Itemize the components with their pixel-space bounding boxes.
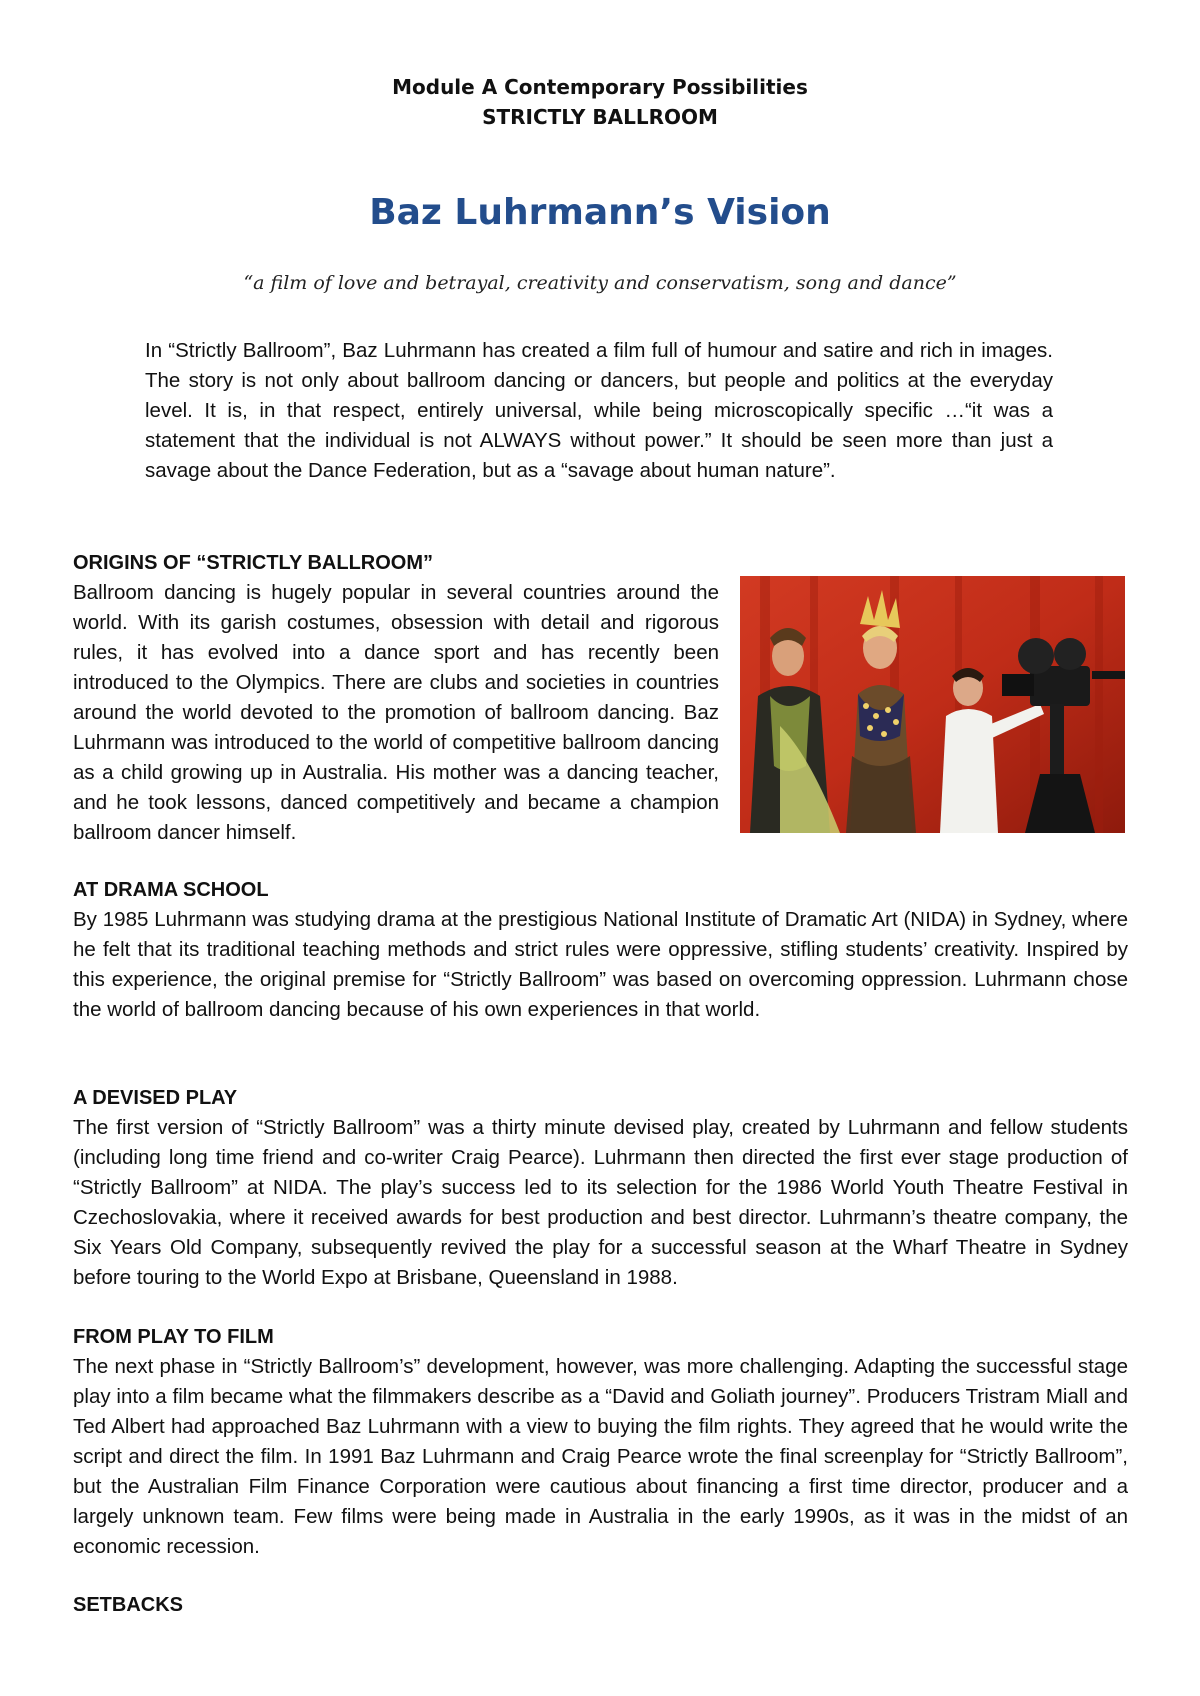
section-heading-play-to-film: FROM PLAY TO FILM [73, 1326, 274, 1348]
section-heading-origins: ORIGINS OF “STRICTLY BALLROOM” [73, 552, 434, 574]
film-still-image [740, 576, 1125, 833]
section-text-origins: Ballroom dancing is hugely popular in several countries around the world. With its garish costumes, obsession with detail and rigorous rules, it has evolved into a dance sport and has recently been introduced to the Olympics. There are clubs and societies in countries around the world devoted to the promotion of ballroom dancing. Baz Luhrmann was introduced to the world of competitive ballroom dancing as a child growing up in Australia. His mother was a dancing teacher, and he took lessons, danced competitively and became a champion ballroom dancer himself. [73, 581, 719, 844]
page-title: Baz Luhrmann’s Vision [369, 192, 831, 233]
module-title: Module A Contemporary Possibilities [392, 75, 808, 99]
section-text-drama-school: By 1985 Luhrmann was studying drama at the prestigious National Institute of Dramatic Art (NIDA) in Sydney, where he felt that its traditional teaching methods and strict rules were oppressive, stifling students’ creativity. Inspired by this experience, the original premise for “Strictly Ballroom” was based on overcoming oppression. Luhrmann chose the world of ballroom dancing because of his own experiences in that world. [73, 908, 1128, 1021]
section-heading-devised-play: A DEVISED PLAY [73, 1087, 238, 1109]
epigraph-quote: “a film of love and betrayal, creativity and conservatism, song and dance” [243, 272, 957, 294]
section-text-play-to-film: The next phase in “Strictly Ballroom’s” development, however, was more challenging. Adapting the successful stage play into a film became what the filmmakers describe as a “David and Goliath journey”. Producers Tristram Miall and Ted Albert had approached Baz Luhrmann with a view to buying the film rights. They agreed that he would write the script and direct the film. In 1991 Baz Luhrmann and Craig Pearce wrote the final screenplay for “Strictly Ballroom”, but the Australian Film Finance Corporation were cautious about financing a first time director, producer and a largely unknown team. Few films were being made in Australia in the early 1990s, as it was in the midst of an economic recession. [73, 1355, 1128, 1558]
section-heading-drama-school: AT DRAMA SCHOOL [73, 879, 269, 901]
section-heading-setbacks: SETBACKS [73, 1594, 184, 1616]
subject-title: STRICTLY BALLROOM [482, 105, 718, 129]
intro-paragraph: In “Strictly Ballroom”, Baz Luhrmann has created a film full of humour and satire and rich in images. The story is not only about ballroom dancing or dancers, but people and politics at the everyday level. It is, in that respect, entirely universal, while being microscopically specific …“it was a statement that the individual is not ALWAYS without power.” It should be seen more than just a savage about the Dance Federation, but as a “savage about human nature”. [145, 339, 1053, 482]
film-still-photo [740, 576, 1125, 833]
section-text-devised-play: The first version of “Strictly Ballroom” was a thirty minute devised play, created by Luhrmann and fellow students (including long time friend and co-writer Craig Pearce). Luhrmann then directed the first ever stage production of “Strictly Ballroom” at NIDA. The play’s success led to its selection for the 1986 World Youth Theatre Festival in Czechoslovakia, where it received awards for best production and best director. Luhrmann’s theatre company, the Six Years Old Company, subsequently revived the play for a successful season at the Wharf Theatre in Sydney before touring to the World Expo at Brisbane, Queensland in 1988. [73, 1116, 1128, 1289]
document-header [0, 72, 1200, 132]
